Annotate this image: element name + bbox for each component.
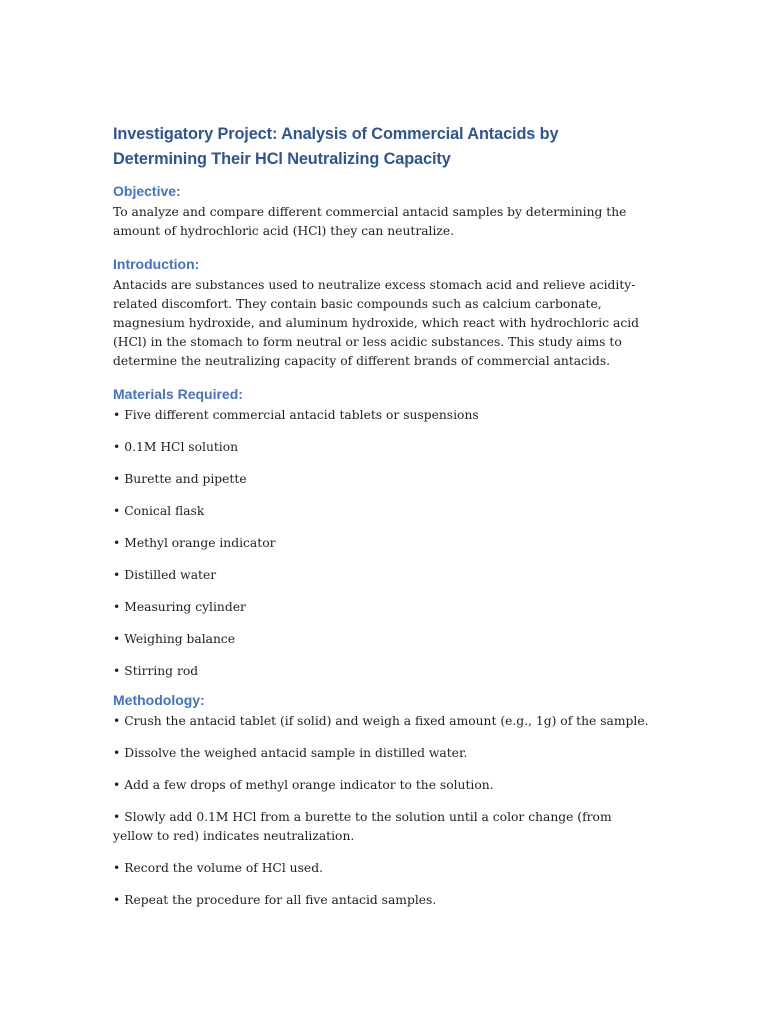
- introduction-heading: Introduction:: [113, 256, 200, 272]
- list-item-text: 0.1M HCl solution: [124, 440, 239, 454]
- list-item-text: Conical flask: [124, 504, 205, 518]
- list-item-text: Record the volume of HCl used.: [124, 861, 323, 875]
- bullet-mark: •: [113, 440, 121, 454]
- bullet-mark: •: [113, 861, 121, 875]
- list-item-text: Measuring cylinder: [124, 600, 246, 614]
- bullet-mark: •: [113, 632, 121, 646]
- materials-list-item: [113, 598, 653, 617]
- list-item-text: Stirring rod: [124, 664, 199, 678]
- objective-section: [113, 181, 653, 241]
- methodology-heading: Methodology:: [113, 692, 205, 708]
- bullet-mark: •: [113, 664, 121, 678]
- list-item-text: Methyl orange indicator: [124, 536, 276, 550]
- methodology-list-item: [113, 891, 653, 910]
- methodology-list-item: [113, 859, 653, 878]
- materials-list: [113, 406, 653, 681]
- objective-text: To analyze and compare different commercial antacid samples by determining the amount of hydrochloric acid (HCl) they can neutralize.: [113, 205, 627, 238]
- introduction-text: Antacids are substances used to neutralize excess stomach acid and relieve acidity-related discomfort. They contain basic compounds such as calcium carbonate, magnesium hydroxide, and aluminum hydroxide, which react with hydrochloric acid (HCl) in the stomach to form neutral or less acidic substances. This study aims to determine the neutralizing capacity of different brands of commercial antacids.: [113, 278, 640, 368]
- list-item-text: Weighing balance: [124, 632, 236, 646]
- list-item-text: Dissolve the weighed antacid sample in distilled water.: [124, 746, 468, 760]
- bullet-mark: •: [113, 778, 121, 792]
- bullet-mark: •: [113, 408, 121, 422]
- materials-list-item: [113, 470, 653, 489]
- methodology-list-item: [113, 808, 653, 846]
- materials-section: [113, 384, 653, 681]
- list-item-text: Crush the antacid tablet (if solid) and weigh a fixed amount (e.g., 1g) of the sample.: [124, 714, 649, 728]
- bullet-mark: •: [113, 472, 121, 486]
- bullet-mark: •: [113, 536, 121, 550]
- bullet-mark: •: [113, 504, 121, 518]
- materials-list-item: [113, 534, 653, 553]
- methodology-list: [113, 712, 653, 910]
- objective-heading: Objective:: [113, 183, 181, 199]
- bullet-mark: •: [113, 714, 121, 728]
- materials-list-item: [113, 502, 653, 521]
- methodology-list-item: [113, 776, 653, 795]
- list-item-text: Repeat the procedure for all five antacid samples.: [124, 893, 437, 907]
- list-item-text: Slowly add 0.1M HCl from a burette to the solution until a color change (from yellow to red) indicates neutralization.: [113, 810, 612, 843]
- bullet-mark: •: [113, 893, 121, 907]
- materials-list-item: [113, 438, 653, 457]
- bullet-mark: •: [113, 568, 121, 582]
- materials-list-item: [113, 662, 653, 681]
- document-title: Investigatory Project: Analysis of Commercial Antacids by Determining Their HCl Neutralizing Capacity: [113, 125, 559, 168]
- methodology-section: [113, 690, 653, 910]
- list-item-text: Add a few drops of methyl orange indicator to the solution.: [124, 778, 494, 792]
- materials-list-item: [113, 630, 653, 649]
- methodology-list-item: [113, 712, 653, 731]
- list-item-text: Burette and pipette: [124, 472, 247, 486]
- list-item-text: Distilled water: [124, 568, 217, 582]
- document-page: [113, 122, 653, 919]
- methodology-list-item: [113, 744, 653, 763]
- list-item-text: Five different commercial antacid tablets or suspensions: [124, 408, 479, 422]
- introduction-section: [113, 254, 653, 371]
- bullet-mark: •: [113, 746, 121, 760]
- bullet-mark: •: [113, 810, 121, 824]
- materials-list-item: [113, 406, 653, 425]
- materials-list-item: [113, 566, 653, 585]
- bullet-mark: •: [113, 600, 121, 614]
- materials-heading: Materials Required:: [113, 386, 243, 402]
